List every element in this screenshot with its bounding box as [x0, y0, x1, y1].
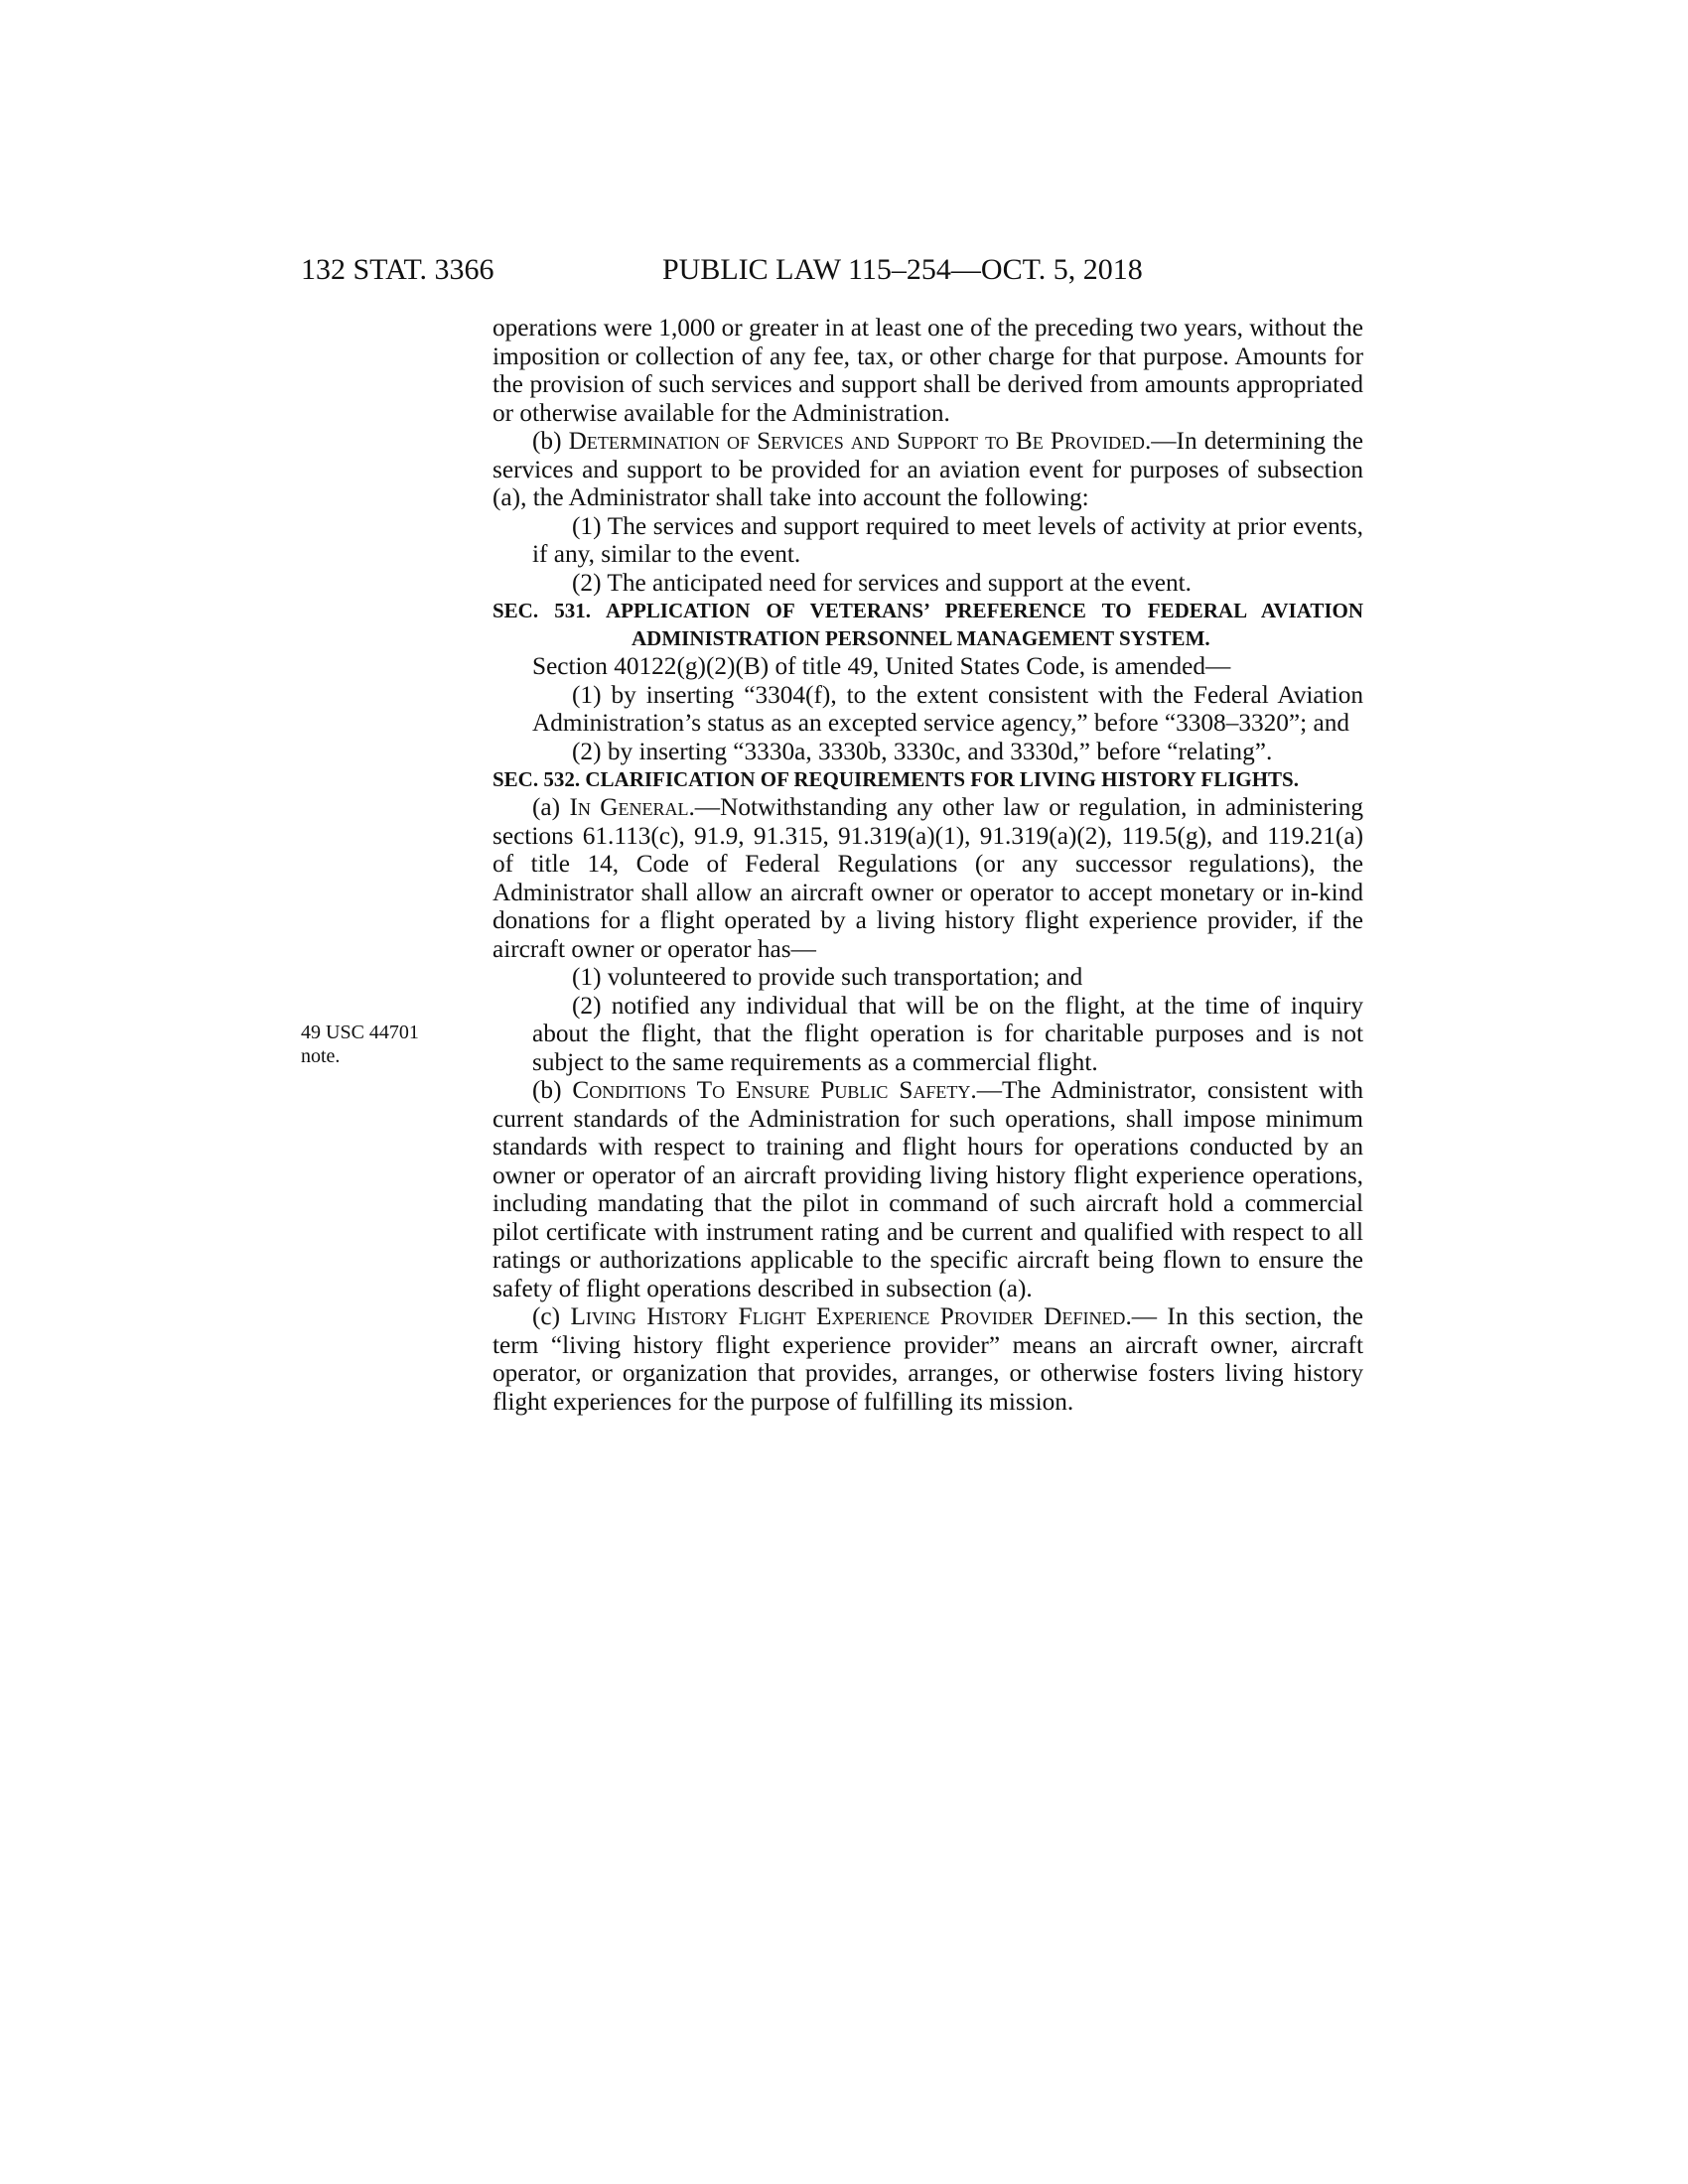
margin-note-suffix: note.	[301, 1045, 341, 1067]
subsection-title: Conditions To Ensure Public Safety	[572, 1076, 971, 1104]
subsection-b-conditions	[492, 1076, 1363, 1302]
paragraph-b1: (1) The services and support required to meet levels of activity at prior events, if any, similar to the event.	[532, 511, 1363, 568]
section-531-item-1: (1) by inserting “3304(f), to the extent consistent with the Federal Aviation Administration’s status as an excepted service agency,” before “3308–3320”; and	[532, 680, 1363, 737]
continued-paragraph: operations were 1,000 or greater in at least one of the preceding two years, without the imposition or collection of any fee, tax, or other charge for that purpose. Amounts for the provision of such services and support shall be derived from amounts appropriated or otherwise available for the Administration.	[492, 314, 1363, 427]
subsection-title: Living History Flight Experience Provider Defined	[570, 1302, 1126, 1330]
subsection-label: (c)	[532, 1302, 571, 1330]
subsection-text: .—Notwithstanding any other law or regulation, in administering sections 61.113(c), 91.9, 91.315, 91.319(a)(1), 91.319(a)(2), 119.5(g), and 119.21(a) of title 14, Code of Federal Regulations (or any successor regulations), the Administrator shall allow an aircraft owner or operator to accept monetary or in-kind donations for a flight operated by a living history flight experience provider, if the aircraft owner or operator has—	[492, 793, 1363, 963]
subsection-text: .—In determining the services and support to be provided for an aviation event for purposes of subsection (a), the Administrator shall take into account the following:	[492, 427, 1364, 511]
section-531-intro: Section 40122(g)(2)(B) of title 49, United States Code, is amended—	[532, 652, 1231, 680]
subsection-title: Determination of Services and Support to Be Provided	[568, 427, 1145, 455]
statute-page-number: 132 STAT. 3366	[301, 253, 494, 286]
subsection-label: (b)	[532, 1076, 573, 1104]
paragraph-a1: (1) volunteered to provide such transportation; and	[572, 963, 1083, 991]
subsection-label: (a)	[532, 793, 570, 821]
subsection-b-determination	[492, 427, 1363, 512]
subsection-a-in-general	[492, 793, 1363, 963]
subsection-label: (b)	[532, 427, 569, 455]
body-text	[492, 314, 1363, 1416]
paragraph-a2: (2) notified any individual that will be on the flight, at the time of inquiry about the flight, that the flight operation is for charitable purposes and is not subject to the same requirements as a commercial flight.	[532, 991, 1363, 1076]
section-531-heading: SEC. 531. APPLICATION OF VETERANS’ PREFERENCE TO FEDERAL AVIATION ADMINISTRATION PERSONNEL MANAGEMENT SYSTEM.	[492, 599, 1363, 650]
subsection-text: .— In this section, the term “living history flight experience provider” means an aircraft owner, aircraft operator, or organization that provides, arranges, or otherwise fosters living history flight experiences for the purpose of fulfilling its mission.	[492, 1302, 1363, 1416]
page-header	[0, 250, 1688, 290]
section-531-item-2: (2) by inserting “3330a, 3330b, 3330c, and 3330d,” before “relating”.	[572, 737, 1273, 765]
paragraph-b2: (2) The anticipated need for services and support at the event.	[572, 568, 1192, 597]
subsection-text: .—The Administrator, consistent with current standards of the Administration for such operations, shall impose minimum standards with respect to training and flight hours for operations conducted by an owner or operator of an aircraft providing living history flight experience operations, including mandating that the pilot in command of such aircraft hold a commercial pilot certificate with instrument rating and be current and qualified with respect to all ratings or authorizations applicable to the specific aircraft being flown to ensure the safety of flight operations described in subsection (a).	[492, 1076, 1363, 1302]
margin-note-citation: 49 USC 44701	[301, 1022, 419, 1043]
section-532-heading: SEC. 532. CLARIFICATION OF REQUIREMENTS FOR LIVING HISTORY FLIGHTS.	[492, 767, 1299, 791]
subsection-c-definition	[492, 1302, 1363, 1416]
public-law-title: PUBLIC LAW 115–254—OCT. 5, 2018	[662, 253, 1143, 286]
subsection-title: In General	[569, 793, 689, 821]
margin-note	[301, 1021, 460, 1068]
